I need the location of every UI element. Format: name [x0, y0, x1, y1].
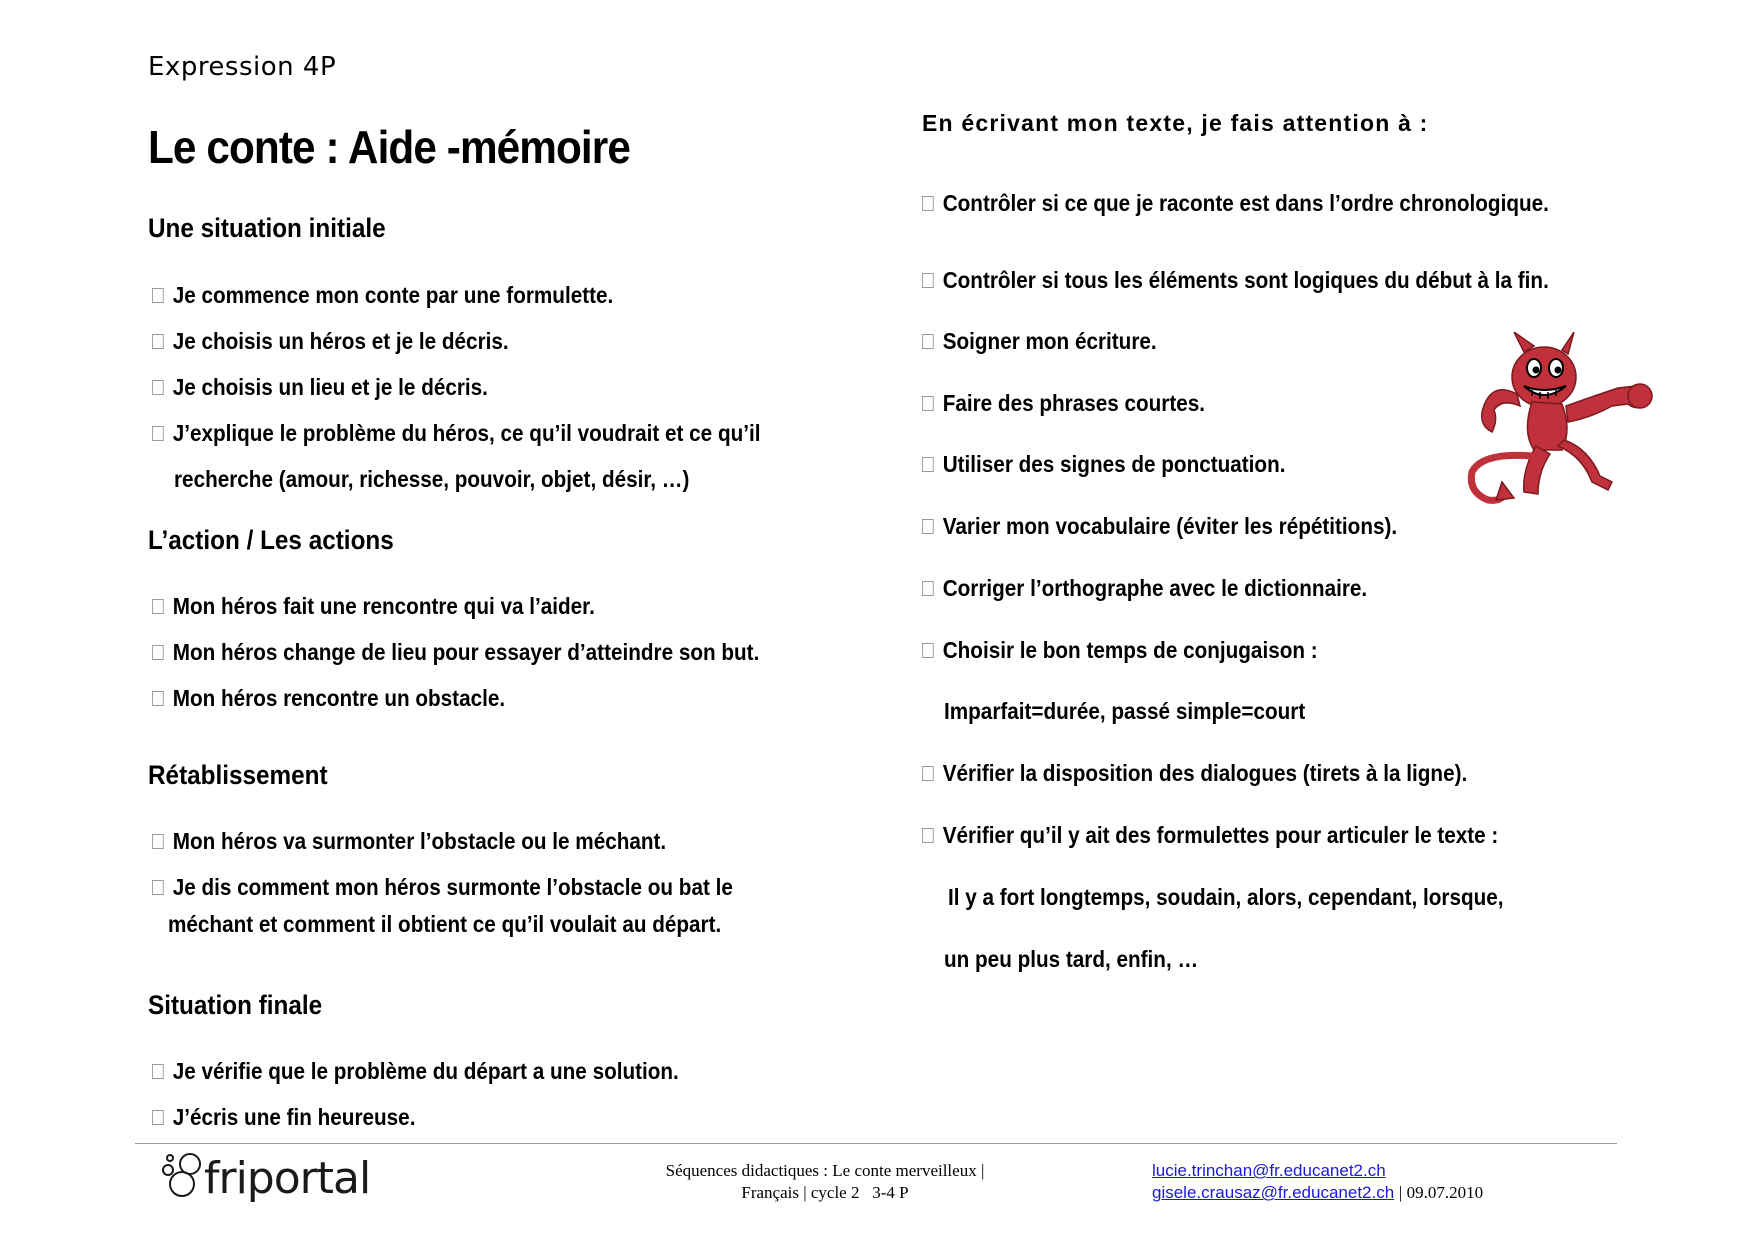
checkbox-icon [922, 396, 934, 411]
footer-date: | 09.07.2010 [1398, 1183, 1484, 1202]
checklist-item: Contrôler si tous les éléments sont logiques du début à la fin. [922, 267, 1549, 294]
checkbox-icon [922, 643, 934, 658]
checkbox-icon [922, 273, 934, 288]
checklist-item: Soigner mon écriture. [922, 328, 1157, 355]
checkbox-icon [152, 288, 164, 303]
friportal-logo [160, 1150, 370, 1206]
checklist-item: Je choisis un héros et je le décris. [152, 328, 509, 355]
checkbox-icon [922, 334, 934, 349]
checklist-item: J’explique le problème du héros, ce qu’il voudrait et ce qu’il [152, 420, 760, 447]
checklist-item: Utiliser des signes de ponctuation. [922, 451, 1285, 478]
checklist-item: Je choisis un lieu et je le décris. [152, 374, 488, 401]
friportal-logo-text: friportal [204, 1152, 371, 1204]
checkbox-icon [152, 334, 164, 349]
connectors-line: Il y a fort longtemps, soudain, alors, cependant, lorsque, [948, 884, 1504, 910]
checklist-item-continuation: recherche (amour, richesse, pouvoir, objet, désir, …) [174, 466, 690, 492]
email-link-lucie[interactable]: lucie.trinchan@fr.educanet2.ch [1152, 1161, 1386, 1180]
checkbox-icon [922, 519, 934, 534]
friportal-logo-icon [160, 1150, 204, 1206]
checklist-item: J’écris une fin heureuse. [152, 1104, 415, 1131]
checklist-item: Je dis comment mon héros surmonte l’obstacle ou bat le [152, 874, 733, 901]
section-title-final: Situation finale [148, 990, 323, 1020]
checkbox-icon [922, 581, 934, 596]
checkbox-icon [922, 457, 934, 472]
devil-icon [1462, 332, 1662, 512]
checklist-item: Mon héros fait une rencontre qui va l’aider. [152, 593, 595, 620]
checkbox-icon [922, 828, 934, 843]
checklist-item: Contrôler si ce que je raconte est dans l’ordre chronologique. [922, 190, 1549, 217]
footer-course-info: Séquences didactiques : Le conte merveilleux | Français | cycle 2 3-4 P [665, 1161, 985, 1202]
checklist-item: Vérifier qu’il y ait des formulettes pour articuler le texte : [922, 822, 1498, 849]
checklist-item: Vérifier la disposition des dialogues (tirets à la ligne). [922, 760, 1467, 787]
checklist-item: Choisir le bon temps de conjugaison : [922, 637, 1318, 664]
section-title-resolution: Rétablissement [148, 760, 328, 790]
checkbox-icon [152, 380, 164, 395]
writing-checklist-heading: En écrivant mon texte, je fais attention à : [922, 110, 1429, 136]
checkbox-icon [152, 691, 164, 706]
checklist-item: Je vérifie que le problème du départ a une solution. [152, 1058, 679, 1085]
checklist-item: Mon héros change de lieu pour essayer d’atteindre son but. [152, 639, 759, 666]
checkbox-icon [922, 766, 934, 781]
checklist-item: Mon héros va surmonter l’obstacle ou le méchant. [152, 828, 666, 855]
checklist-item: Varier mon vocabulaire (éviter les répétitions). [922, 513, 1397, 540]
section-title-initial: Une situation initiale [148, 213, 386, 243]
checkbox-icon [152, 1110, 164, 1125]
checklist-item-continuation: méchant et comment il obtient ce qu’il voulait au départ. [168, 911, 722, 937]
checkbox-icon [922, 196, 934, 211]
section-title-actions: L’action / Les actions [148, 525, 394, 555]
checkbox-icon [152, 834, 164, 849]
connectors-line: un peu plus tard, enfin, … [944, 946, 1199, 972]
checkbox-icon [152, 1064, 164, 1079]
course-label: Expression 4P [148, 52, 337, 82]
checkbox-icon [152, 645, 164, 660]
footer-contacts [1152, 1160, 1483, 1204]
checklist-item: Corriger l’orthographe avec le dictionnaire. [922, 575, 1367, 602]
checklist-item: Je commence mon conte par une formulette. [152, 282, 613, 309]
email-link-gisele[interactable]: gisele.crausaz@fr.educanet2.ch [1152, 1183, 1395, 1202]
page-title: Le conte : Aide -mémoire [148, 121, 630, 173]
checkbox-icon [152, 599, 164, 614]
checklist-item: Mon héros rencontre un obstacle. [152, 685, 505, 712]
checklist-item: Faire des phrases courtes. [922, 390, 1205, 417]
checkbox-icon [152, 426, 164, 441]
checkbox-icon [152, 880, 164, 895]
footer-divider [135, 1143, 1617, 1144]
tense-note: Imparfait=durée, passé simple=court [944, 698, 1306, 724]
